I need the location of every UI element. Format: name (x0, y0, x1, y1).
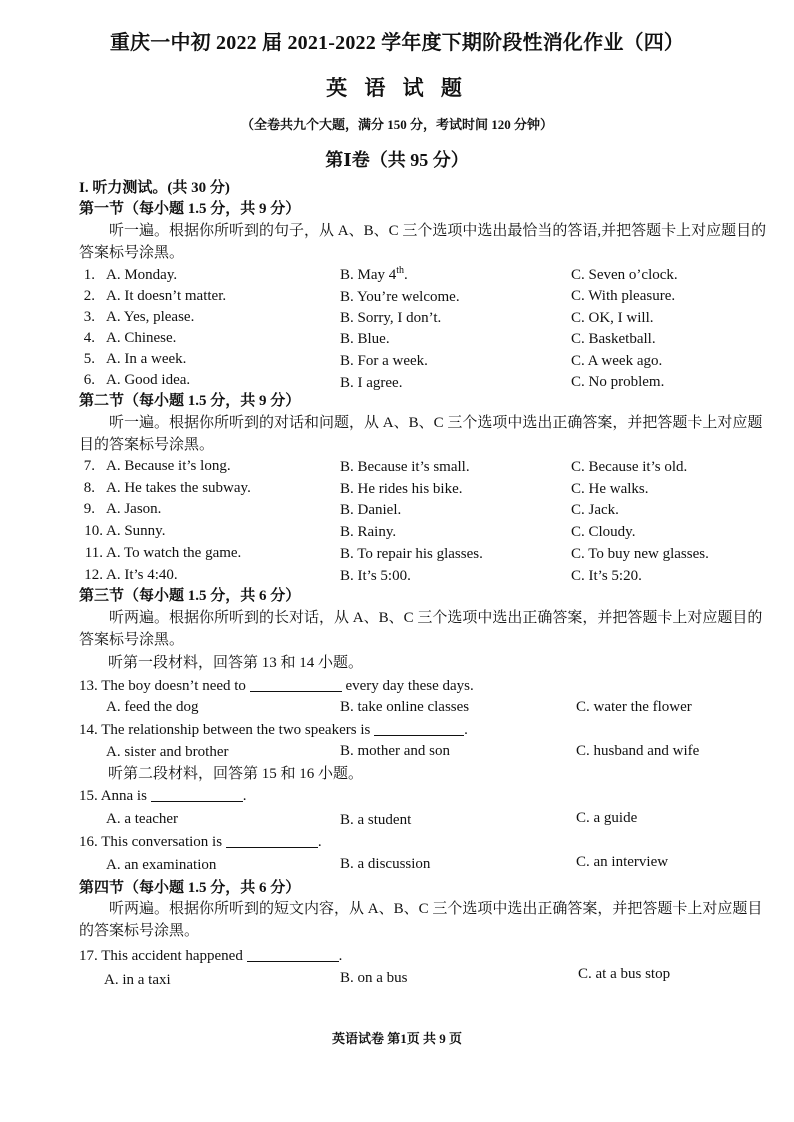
question-16 (79, 832, 322, 852)
option-b: B. Daniel. (340, 502, 402, 518)
section4-instr-text: 听两遍。根据你所听到的短文内容，从 A、B、C 三个选项中选出正确答案，并把答题卡上对应题目的答案标号涂黑。 (79, 901, 763, 939)
option-c: C. To buy new glasses. (571, 546, 709, 562)
option-a: A. It doesn’t matter. (106, 288, 227, 304)
question-stem-pre: The boy doesn’t need to (101, 678, 246, 694)
option-a: A. Monday. (106, 267, 178, 283)
option-c: C. Basketball. (571, 331, 656, 347)
question-number: 1. (83, 267, 95, 283)
option-a: A. Chinese. (106, 330, 177, 346)
subject-title: 英 语 试 题 (326, 76, 468, 100)
section2-heading: 第二节（每小题 1.5 分，共 9 分） (79, 393, 301, 409)
option-a: A. Yes, please. (106, 309, 195, 325)
page-footer: 英语试卷 第1页 共 9 页 (331, 1031, 462, 1046)
question-number: 15. (79, 788, 98, 804)
section2-instructions (79, 412, 769, 456)
question-stem-post: . (317, 834, 322, 850)
section1-heading: 第一节（每小题 1.5 分，共 9 分） (79, 201, 301, 217)
section3-heading: 第三节（每小题 1.5 分，共 6 分） (79, 588, 301, 604)
option-b: B. on a bus (340, 970, 408, 986)
option-b: B. It’s 5:00. (340, 568, 411, 584)
question-stem-pre: This conversation is (101, 834, 223, 850)
question-13 (79, 676, 474, 696)
question-number: 17. (79, 948, 98, 964)
question-stem-pre: This accident happened (101, 948, 243, 964)
option-a: A. in a taxi (104, 972, 171, 988)
option-c: C. With pleasure. (571, 288, 676, 304)
exam-note: （全卷共九个大题，满分 150 分，考试时间 120 分钟） (240, 117, 553, 132)
volume-heading: 第Ⅰ卷（共 95 分） (325, 150, 469, 170)
question-number: 8. (83, 480, 95, 496)
question-stem-post: . (242, 788, 247, 804)
option-c: C. water the flower (576, 699, 692, 715)
option-a: A. feed the dog (106, 699, 199, 715)
question-number: 6. (83, 372, 95, 388)
option-b: B. He rides his bike. (340, 481, 463, 497)
section3-instructions (79, 607, 769, 651)
option-a: A. To watch the game. (106, 545, 242, 561)
option-b: B. I agree. (340, 375, 403, 391)
question-number: 2. (83, 288, 95, 304)
option-b: B. For a week. (340, 353, 428, 369)
option-b: B. a student (340, 812, 412, 828)
question-number: 12. (84, 567, 103, 583)
question-number: 10. (84, 523, 103, 539)
option-c: C. It’s 5:20. (571, 568, 642, 584)
answer-blank (226, 833, 318, 848)
option-a: A. an examination (106, 857, 217, 873)
option-c: C. A week ago. (571, 353, 663, 369)
option-b: B. a discussion (340, 856, 431, 872)
option-b: B. Sorry, I don’t. (340, 310, 442, 326)
question-15 (79, 786, 246, 806)
question-number: 16. (79, 834, 98, 850)
question-number: 9. (83, 501, 95, 517)
material2-instruction: 听第二段材料，回答第 15 和 16 小题。 (108, 766, 364, 782)
question-stem-post: . (464, 722, 468, 738)
section4-heading: 第四节（每小题 1.5 分，共 6 分） (79, 880, 301, 896)
answer-blank (151, 787, 243, 802)
question-stem-pre: The relationship between the two speakers is (101, 722, 371, 738)
answer-blank (374, 721, 464, 736)
option-b: B. Because it’s small. (340, 459, 470, 475)
option-c: C. a guide (576, 810, 638, 826)
option-b: B. Rainy. (340, 524, 397, 540)
option-c: C. OK, I will. (571, 310, 654, 326)
ordinal-suffix: th (396, 265, 405, 276)
option-c: C. husband and wife (576, 743, 700, 759)
option-a: A. Because it’s long. (106, 458, 231, 474)
option-c: C. an interview (576, 854, 669, 870)
option-b-end: . (404, 267, 408, 283)
question-stem-pre: Anna is (100, 788, 147, 804)
part1-heading: I. 听力测试。(共 30 分) (79, 180, 230, 196)
option-a: A. a teacher (106, 811, 179, 827)
option-b: B. You’re welcome. (340, 289, 460, 305)
option-c: C. at a bus stop (578, 966, 671, 982)
option-b-text: B. May 4 (340, 267, 397, 283)
question-stem-post: . (338, 948, 343, 964)
option-b: B. Blue. (340, 331, 390, 347)
option-a: A. sister and brother (106, 744, 229, 760)
question-number: 3. (83, 309, 95, 325)
question-stem-post: every day these days. (345, 678, 474, 694)
option-b: B. mother and son (340, 743, 450, 759)
section2-instr-text: 听一遍。根据你所听到的对话和问题，从 A、B、C 三个选项中选出正确答案，并把答题卡上对应题目的答案标号涂黑。 (79, 415, 763, 453)
option-b (340, 265, 408, 285)
option-a: A. Good idea. (106, 372, 191, 388)
option-b: B. To repair his glasses. (340, 546, 483, 562)
material1-instruction: 听第一段材料，回答第 13 和 14 小题。 (108, 655, 364, 671)
section3-instr-text: 听两遍。根据你所听到的长对话，从 A、B、C 三个选项中选出正确答案，并把答题卡上对应题目的答案标号涂黑。 (79, 610, 763, 648)
option-c: C. Because it’s old. (571, 459, 688, 475)
question-number: 4. (83, 330, 95, 346)
section1-instructions (79, 220, 769, 264)
option-a: A. He takes the subway. (106, 480, 251, 496)
option-a: A. It’s 4:40. (106, 567, 178, 583)
question-14 (79, 720, 468, 740)
option-a: A. Sunny. (106, 523, 166, 539)
exam-title: 重庆一中初 2022 届 2021-2022 学年度下期阶段性消化作业（四） (109, 32, 685, 54)
question-number: 11. (84, 545, 103, 561)
option-c: C. Cloudy. (571, 524, 636, 540)
answer-blank (247, 947, 339, 962)
option-c: C. Jack. (571, 502, 619, 518)
option-a: A. Jason. (106, 501, 162, 517)
question-17 (79, 946, 342, 966)
section4-instructions (79, 898, 769, 942)
question-number: 5. (83, 351, 95, 367)
option-c: C. He walks. (571, 481, 649, 497)
question-number: 7. (83, 458, 95, 474)
option-b: B. take online classes (340, 699, 470, 715)
section1-instr-text: 听一遍。根据你所听到的句子，从 A、B、C 三个选项中选出最恰当的答语,并把答题卡上对应题目的答案标号涂黑。 (79, 223, 767, 261)
option-c: C. Seven o’clock. (571, 267, 678, 283)
answer-blank (250, 677, 342, 692)
option-c: C. No problem. (571, 374, 665, 390)
question-number: 14. (79, 722, 98, 738)
option-a: A. In a week. (106, 351, 187, 367)
question-number: 13. (79, 678, 98, 694)
